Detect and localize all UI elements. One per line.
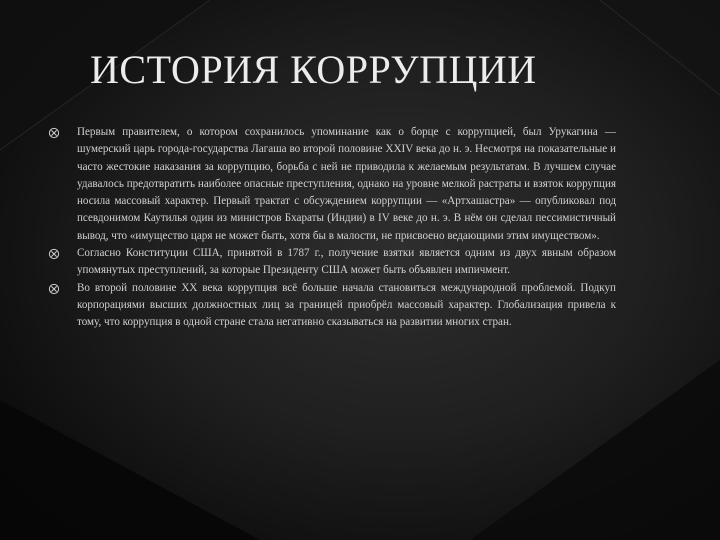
bullet-item bbox=[48, 245, 616, 280]
slide-title: ИСТОРИЯ КОРРУПЦИИ bbox=[90, 47, 537, 92]
circled-cross-icon bbox=[48, 248, 60, 260]
circled-cross-icon bbox=[48, 283, 60, 295]
bullet-item bbox=[48, 280, 616, 332]
bullet-list bbox=[48, 124, 616, 332]
bullet-item bbox=[48, 124, 616, 245]
circled-cross-icon bbox=[48, 127, 60, 139]
bullet-text: Во второй половине XX века коррупция всё больше начала становиться международной проблемой. Подкуп корпорациями высших должностных лиц за границей приобрёл массовый характер. Глобализация привела к тому, что коррупция в одной стране стала негативно сказываться на развитии многих стран. bbox=[77, 281, 616, 329]
bullet-text: Согласно Конституции США, принятой в 1787 г., получение взятки является одним из двух явным образом упомянутых преступлений, за которые Президенту США может быть объявлен импичмент. bbox=[77, 247, 616, 277]
bullet-text: Первым правителем, о котором сохранилось упоминание как о борце с коррупцией, был Урукагина — шумерский царь города-государства Лагаша во второй половине XXIV века до н. э. Несмотря на показательные и часто жестокие наказания за коррупцию, борьба с ней не приводила к желаемым результатам. В лучшем случае удавалось предотвратить наиболее опасные преступления, однако на уровне мелкой растраты и взяток коррупция носила массовый характер. Первый трактат с обсуждением коррупции — «Артхашастра» — опубликовал под псевдонимом Каутилья один из министров Бхараты (Индии) в IV веке до н. э. В нём он сделал пессимистичный вывод, что «имущество царя не может быть, хотя бы в малости, не присвоено ведающими этим имуществом». bbox=[77, 126, 616, 242]
